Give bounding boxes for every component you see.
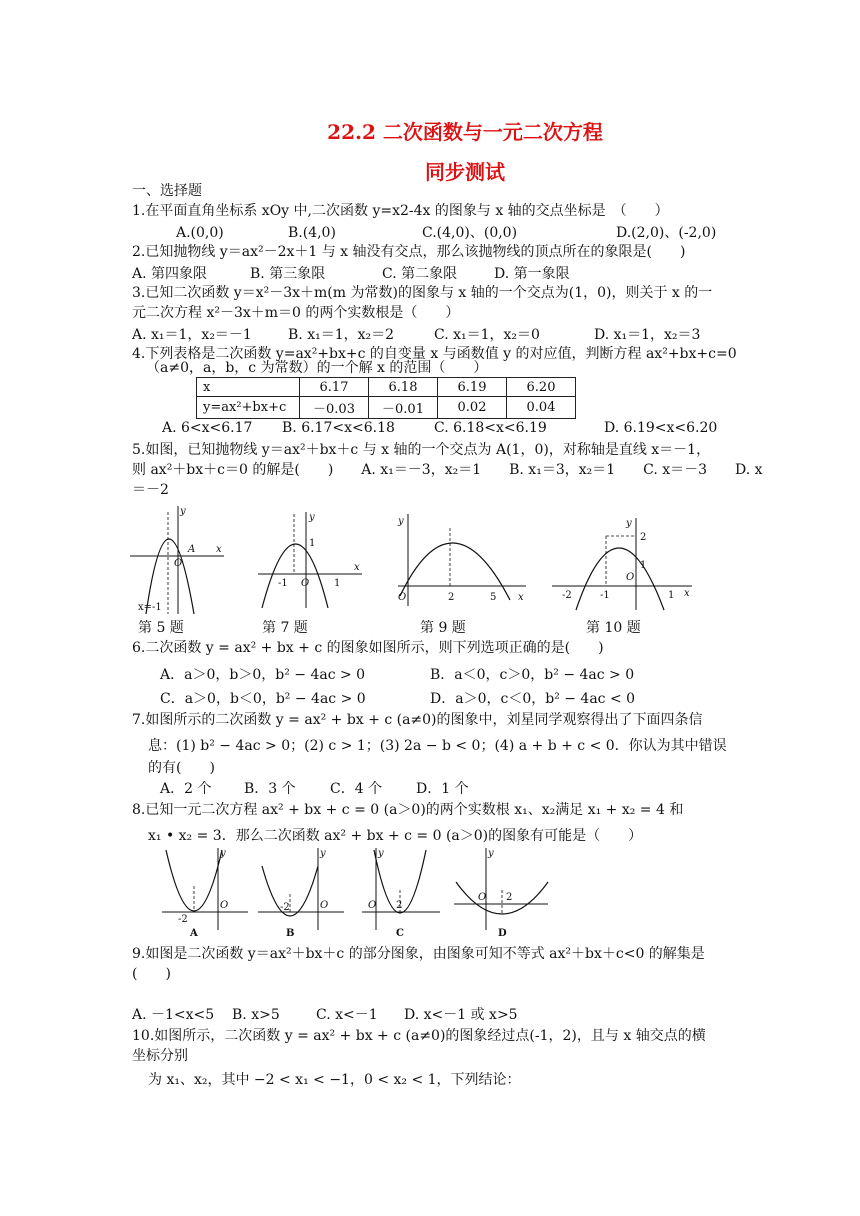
x-label: x: [216, 544, 222, 555]
table-row: [197, 378, 576, 397]
q9-option-d: D. x<－1 或 x>5: [404, 1007, 518, 1023]
q4-option-d: D. 6.19<x<6.20: [604, 420, 718, 436]
tick-label: 5: [490, 592, 497, 603]
y-label: y: [220, 848, 226, 859]
q1-option-c: C.(4,0)、(0,0): [422, 225, 518, 241]
q4-line1: 4.下列表格是二次函数 y=ax²+bx+c 的自变量 x 与函数值 y 的对应值，判断方程 ax²+bx+c=0: [132, 346, 737, 362]
option-graph-a: [162, 848, 248, 938]
q3-option-b: B. x₁＝1，x₂＝2: [288, 327, 395, 343]
q6-text: 6.二次函数 y = ax² + bx + c 的图象如图所示，则下列选项正确的是( ): [132, 640, 604, 656]
q9-option-b: B. x>5: [232, 1007, 280, 1023]
figure-caption: 第 7 题: [262, 620, 308, 636]
q5-line2: 则 ax²＋bx＋c＝0 的解是( ) A. x₁＝－3，x₂＝1 B. x₁＝3，x₂＝1 C. x＝－3 D. x: [132, 462, 763, 478]
tick-label: 2: [506, 892, 513, 903]
tick-label: -1: [600, 590, 610, 601]
q7-option-a: A．2 个: [160, 781, 212, 797]
q3-option-d: D. x₁＝1，x₂＝3: [594, 327, 701, 343]
option-graph-b: [258, 848, 344, 938]
tick-label: 1: [640, 560, 647, 571]
q7-options: [160, 778, 469, 798]
option-label: D: [498, 928, 507, 938]
q6-option-a: A．a＞0，b＞0，b² − 4ac > 0: [160, 667, 366, 683]
q1-option-b: B.(4,0): [288, 225, 336, 241]
table-cell: 0.04: [507, 397, 576, 419]
origin-label: O: [301, 578, 310, 589]
origin-label: O: [220, 900, 229, 911]
table-cell: 6.18: [369, 378, 438, 397]
q7-option-d: D．1 个: [416, 781, 469, 797]
q9-line2: ( ): [132, 966, 171, 982]
q1-option-d: D.(2,0)、(-2,0): [616, 225, 717, 241]
option-label: C: [396, 928, 404, 938]
y-label: y: [488, 848, 494, 859]
figure-caption: 第 9 题: [420, 620, 466, 636]
q6-option-c: C．a＞0，b＜0，b² − 4ac > 0: [160, 691, 366, 707]
figure-q9: [392, 508, 532, 608]
option-graph-d: [454, 848, 548, 938]
q3-line1: 3.已知二次函数 y＝x²－3x＋m(m 为常数)的图象与 x 轴的一个交点为(1，0)，则关于 x 的一: [132, 285, 713, 301]
q3-options: [132, 324, 700, 344]
q5-line3: ＝－2: [132, 482, 169, 498]
x-label: x: [354, 562, 360, 573]
table-cell: －0.03: [300, 397, 369, 419]
origin-label: O: [368, 900, 377, 911]
q8-line1: 8.已知一元二次方程 ax² + bx + c = 0 (a＞0)的两个实数根 x₁、x₂满足 x₁ + x₂ = 4 和: [132, 802, 684, 818]
x-label: x: [518, 592, 524, 603]
q10-line2: 坐标分别: [132, 1048, 188, 1064]
tick-label: 1: [334, 578, 341, 589]
q6-option-b: B．a＜0，c＞0，b² − 4ac > 0: [430, 667, 635, 683]
q2-options: [132, 263, 570, 283]
table-row: [197, 397, 576, 419]
q6-options-row1: [160, 664, 634, 684]
q6-options-row2: [160, 688, 635, 708]
origin-label: O: [174, 558, 183, 569]
y-label: y: [309, 512, 315, 523]
table-cell: 6.17: [300, 378, 369, 397]
q10-line1: 10.如图所示，二次函数 y = ax² + bx + c (a≠0)的图象经过点(-1，2)，且与 x 轴交点的横: [132, 1028, 706, 1044]
table-cell: －0.01: [369, 397, 438, 419]
option-graph-c: [362, 848, 440, 938]
q1-options: [148, 222, 716, 242]
table-cell: x: [197, 378, 300, 397]
q7-line3: 的有( ): [148, 760, 215, 776]
point-a-label: A: [188, 544, 196, 555]
q6-option-d: D．a＞0，c＜0，b² − 4ac < 0: [430, 691, 636, 707]
q5-line1: 5.如图，已知抛物线 y＝ax²＋bx＋c 与 x 轴的一个交点为 A(1，0)，对称轴是直线 x＝－1，: [132, 442, 711, 458]
q4-option-a: A. 6<x<6.17: [162, 420, 253, 436]
option-label: B: [286, 928, 295, 938]
section-heading: 一、选择题: [132, 183, 202, 199]
q4-options: [148, 420, 717, 436]
q2-option-c: C. 第二象限: [382, 266, 458, 282]
x-label: x: [684, 588, 690, 599]
tick-label: 2: [396, 900, 403, 911]
tick-label: -2: [178, 914, 188, 925]
page-subtitle: 同步测试: [425, 160, 505, 184]
y-label: y: [180, 506, 186, 517]
tick-label: 2: [448, 592, 455, 603]
table-cell: 6.19: [438, 378, 507, 397]
figure-q10: [548, 516, 698, 612]
q4-option-c: C. 6.18<x<6.19: [434, 420, 547, 436]
tick-label: 2: [640, 532, 647, 543]
origin-label: O: [626, 572, 635, 583]
q7-line2: 息：(1) b² − 4ac > 0；(2) c > 1；(3) 2a − b < 0；(4) a + b + c < 0．你认为其中错误: [148, 738, 727, 754]
q9-line1: 9.如图是二次函数 y＝ax²＋bx＋c 的部分图象，由图象可知不等式 ax²＋bx＋c<0 的解集是: [132, 946, 705, 962]
parabola-curve: [262, 866, 318, 916]
tick-label: -2: [562, 590, 572, 601]
origin-label: O: [398, 592, 407, 603]
origin-label: O: [478, 892, 487, 903]
q7-line1: 7.如图所示的二次函数 y = ax² + bx + c (a≠0)的图象中，刘星同学观察得出了下面四条信: [132, 712, 703, 728]
q9-options: [132, 1004, 518, 1024]
table-cell: y=ax²+bx+c: [197, 397, 300, 419]
figure-q8-options: [160, 846, 560, 938]
q9-option-c: C. x<－1: [316, 1007, 378, 1023]
q8-line2: x₁ • x₂ = 3．那么二次函数 ax² + bx + c = 0 (a＞0)的图象有可能是（ ）: [148, 828, 643, 844]
y-label: y: [398, 516, 404, 527]
q3-line2: 元二次方程 x²－3x＋m＝0 的两个实数根是（ ）: [132, 305, 460, 321]
tick-label: -2: [280, 902, 290, 913]
table-cell: 0.02: [438, 397, 507, 419]
figure-q5: [128, 504, 228, 616]
tick-label: 1: [668, 590, 675, 601]
q2-option-a: A. 第四象限: [132, 266, 208, 282]
q3-option-c: C. x₁＝1，x₂＝0: [434, 327, 540, 343]
y-label: y: [378, 848, 384, 859]
y-label: y: [320, 848, 326, 859]
q1-text: 1.在平面直角坐标系 xOy 中,二次函数 y=x2-4x 的图象与 x 轴的交点坐标是 （ ）: [132, 203, 669, 219]
q7-option-b: B．3 个: [244, 781, 296, 797]
q7-option-c: C．4 个: [330, 781, 383, 797]
q2-option-d: D. 第一象限: [494, 266, 570, 282]
figure-q7: [256, 510, 366, 610]
q4-option-b: B. 6.17<x<6.18: [282, 420, 395, 436]
q2-text: 2.已知抛物线 y＝ax²－2x＋1 与 x 轴没有交点，那么该抛物线的顶点所在的象限是( ): [132, 244, 686, 260]
y-label: y: [626, 518, 632, 529]
axis-eq-label: x=-1: [138, 602, 162, 613]
table-cell: 6.20: [507, 378, 576, 397]
q1-option-a: A.(0,0): [176, 225, 224, 241]
figure-caption: 第 5 题: [138, 620, 184, 636]
q3-option-a: A. x₁＝1，x₂＝－1: [132, 327, 252, 343]
parabola-curve: [262, 544, 328, 608]
q10-line3: 为 x₁、x₂，其中 −2 < x₁ < −1，0 < x₂ < 1，下列结论：: [148, 1072, 521, 1088]
q4-line2: （a≠0，a，b，c 为常数）的一个解 x 的范围（ ）: [146, 360, 488, 376]
q9-option-a: A. －1<x<5: [132, 1007, 215, 1023]
parabola-curve: [576, 548, 664, 610]
tick-label: 1: [309, 538, 316, 549]
q4-value-table: [196, 377, 576, 419]
q2-option-b: B. 第三象限: [250, 266, 326, 282]
figure-caption: 第 10 题: [586, 620, 641, 636]
option-label: A: [190, 928, 198, 938]
origin-label: O: [320, 900, 329, 911]
tick-label: -1: [278, 578, 288, 589]
page-title: 22.2 二次函数与一元二次方程: [327, 120, 603, 144]
